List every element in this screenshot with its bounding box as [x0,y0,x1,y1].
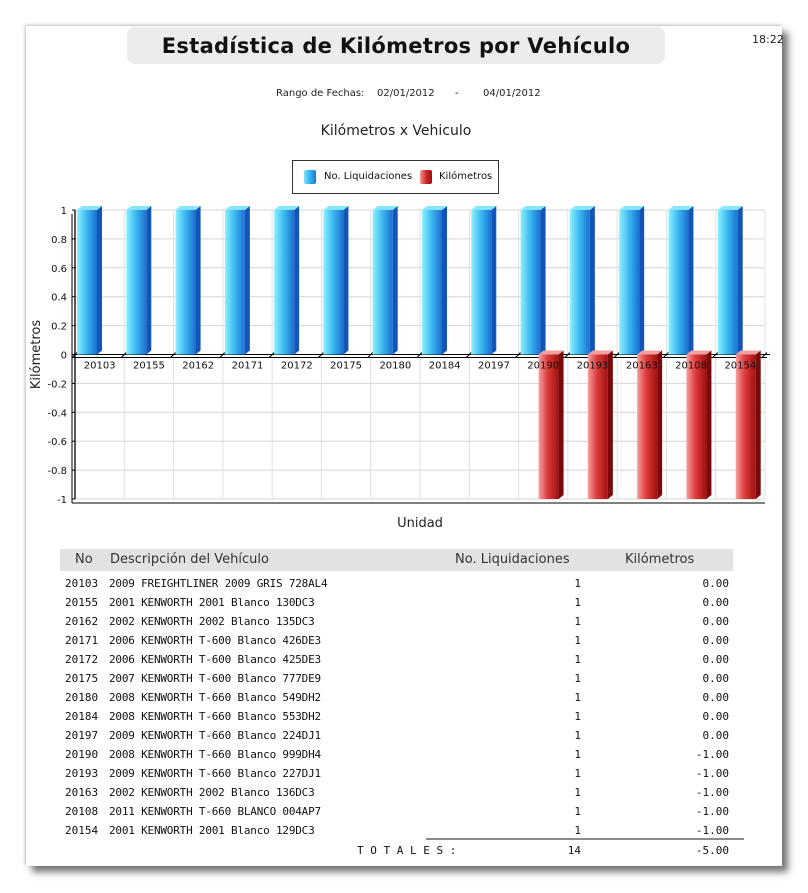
cell-no: 20193 [65,767,99,780]
bar-side [657,351,662,500]
cell-km: -1.00 [695,767,729,780]
cell-liq: 1 [574,691,581,704]
table-row [60,670,733,689]
bar-side [590,206,595,355]
cell-liq: 1 [574,577,581,590]
bar-liquidaciones [274,206,299,355]
cell-desc: 2006 KENWORTH T-600 Blanco 425DE3 [109,653,321,666]
bar-side [688,206,693,355]
table-row [60,784,733,803]
bar-kilometros [588,351,613,500]
cell-km: 0.00 [702,691,729,704]
y-tick-label: -0.8 [47,466,67,478]
table-row [60,803,733,822]
bar-side [393,206,398,355]
x-tick-label: 20172 [280,360,313,372]
cell-no: 20163 [65,786,99,799]
cell-liq: 1 [574,634,581,647]
bar-face [274,210,294,355]
cell-desc: 2002 KENWORTH 2002 Blanco 135DC3 [109,615,315,628]
cell-km: -1.00 [695,786,729,799]
bar-side [738,206,743,355]
bar-face [126,210,146,355]
cell-liq: 1 [574,615,581,628]
x-tick-label: 20171 [231,360,264,372]
x-tick-label: 20180 [379,360,412,372]
cell-liq: 1 [574,805,581,818]
cell-desc: 2007 KENWORTH T-600 Blanco 777DE9 [109,672,321,685]
bar-face [323,210,343,355]
bar-liquidaciones [422,206,447,355]
cell-liq: 1 [574,710,581,723]
date-to: 04/01/2012 [483,88,541,99]
cell-liq: 1 [574,748,581,761]
y-tick-label: -0.6 [47,437,67,449]
cell-desc: 2001 KENWORTH 2001 Blanco 130DC3 [109,596,315,609]
chart-legend [292,160,499,194]
cell-no: 20197 [65,729,99,742]
report-title: Estadística de Kilómetros por Vehículo [161,33,631,58]
y-tick-label: 0.4 [51,292,67,304]
bar-side [491,206,496,355]
y-axis-title: Kilómetros [29,319,44,390]
bar-side [706,351,711,500]
x-tick-label: 20175 [330,360,362,372]
totals-km: -5.00 [695,844,729,857]
bar-kilometros [686,351,711,500]
cell-km: -1.00 [695,805,729,818]
cell-no: 20190 [65,748,99,761]
x-tick-label: 20154 [724,360,757,372]
date-separator: - [455,88,459,99]
col-header-liq: No. Liquidaciones [455,552,570,567]
table-row [60,594,733,613]
x-tick-label: 20108 [675,360,707,372]
cell-no: 20154 [65,824,99,837]
bar-face [736,355,756,500]
table-row [60,727,733,746]
bar-face [471,210,491,355]
y-tick-label: -0.2 [47,379,67,391]
col-header-km: Kilómetros [625,552,695,567]
table-row [60,575,733,594]
x-tick-label: 20184 [428,360,461,372]
cell-km: 0.00 [702,634,729,647]
x-tick-label: 20193 [576,360,609,372]
legend-label-liquidaciones: No. Liquidaciones [324,171,413,182]
cell-desc: 2008 KENWORTH T-660 Blanco 549DH2 [109,691,321,704]
cell-no: 20155 [65,596,99,609]
bar-face [176,210,196,355]
bar-liquidaciones [718,206,743,355]
cell-km: 0.00 [702,729,729,742]
clock-time: 18:22 [752,33,784,46]
bar-side [343,206,348,355]
bar-liquidaciones [126,206,151,355]
cell-liq: 1 [574,672,581,685]
y-tick-label: -0.4 [47,408,67,420]
y-tick-label: 1 [60,206,67,217]
table-row [60,746,733,765]
bar-face [539,355,559,500]
cell-desc: 2009 KENWORTH T-660 Blanco 224DJ1 [109,729,321,742]
bar-side [559,351,564,500]
bar-liquidaciones [619,206,644,355]
table-row [60,632,733,651]
cell-liq: 1 [574,596,581,609]
table-header [60,549,733,571]
bar-face [619,210,639,355]
cell-liq: 1 [574,786,581,799]
bar-face [373,210,393,355]
cell-km: 0.00 [702,577,729,590]
bar-liquidaciones [471,206,496,355]
x-axis-title: Unidad [397,516,443,531]
cell-no: 20162 [65,615,99,628]
cell-desc: 2008 KENWORTH T-660 Blanco 999DH4 [109,748,321,761]
cell-no: 20103 [65,577,99,590]
date-range-label: Rango de Fechas: [276,88,365,99]
bar-side [756,351,761,500]
cell-km: 0.00 [702,710,729,723]
cell-no: 20184 [65,710,99,723]
bar-kilometros [736,351,761,500]
cell-desc: 2002 KENWORTH 2002 Blanco 136DC3 [109,786,315,799]
y-tick-label: 0.6 [51,263,67,275]
table-row [60,765,733,784]
cell-liq: 1 [574,653,581,666]
cell-km: 0.00 [702,615,729,628]
cell-no: 20108 [65,805,99,818]
bar-side [639,206,644,355]
cell-desc: 2001 KENWORTH 2001 Blanco 129DC3 [109,824,315,837]
totals-label: T O T A L E S : [357,844,457,857]
report-page [26,26,782,866]
bar-face [422,210,442,355]
chart-title: Kilómetros x Vehiculo [320,123,472,139]
bar-kilometros [637,351,662,500]
bar-liquidaciones [570,206,595,355]
bar-side [146,206,151,355]
cell-no: 20172 [65,653,99,666]
bar-face [225,210,245,355]
bar-face [637,355,657,500]
bar-liquidaciones [77,206,102,355]
col-header-no: No [75,552,93,567]
bar-side [245,206,250,355]
bar-face [718,210,738,355]
cell-no: 20175 [65,672,99,685]
bar-side [541,206,546,355]
bar-side [294,206,299,355]
x-tick-label: 20197 [478,360,510,372]
totals-row [60,843,733,861]
bar-chart [26,196,782,536]
y-tick-label: 0.2 [51,321,67,333]
legend-label-kilometros: Kilómetros [439,171,493,182]
bar-side [196,206,201,355]
bar-face [521,210,541,355]
report-title-box [127,27,665,64]
x-tick-label: 20190 [527,360,560,372]
x-tick-label: 20103 [83,360,116,372]
cell-desc: 2008 KENWORTH T-660 Blanco 553DH2 [109,710,321,723]
date-from: 02/01/2012 [377,88,435,99]
cell-liq: 1 [574,729,581,742]
cell-desc: 2009 FREIGHTLINER 2009 GRIS 728AL4 [109,577,328,590]
bar-liquidaciones [176,206,201,355]
bar-liquidaciones [225,206,250,355]
bar-face [77,210,97,355]
table-row [60,689,733,708]
cell-km: 0.00 [702,672,729,685]
cell-desc: 2011 KENWORTH T-660 BLANCO 004AP7 [109,805,321,818]
bar-side [608,351,613,500]
cell-desc: 2006 KENWORTH T-600 Blanco 426DE3 [109,634,321,647]
bar-face [588,355,608,500]
bar-side [97,206,102,355]
y-tick-label: -1 [57,495,67,506]
cell-km: -1.00 [695,748,729,761]
bar-liquidaciones [323,206,348,355]
bar-liquidaciones [521,206,546,355]
cell-no: 20171 [65,634,99,647]
cell-liq: 1 [574,824,581,837]
y-tick-label: 0 [60,350,67,362]
legend-swatch-kilometros [420,170,432,184]
table-row [60,651,733,670]
cell-km: -1.00 [695,824,729,837]
cell-km: 0.00 [702,596,729,609]
y-tick-label: 0.8 [51,234,67,246]
legend-swatch-liquidaciones [304,170,316,184]
cell-desc: 2009 KENWORTH T-660 Blanco 227DJ1 [109,767,321,780]
cell-km: 0.00 [702,653,729,666]
table-row [60,613,733,632]
bar-side [442,206,447,355]
table-row [60,708,733,727]
totals-liq: 14 [567,844,581,857]
x-tick-label: 20155 [133,360,165,372]
bar-face [570,210,590,355]
col-header-desc: Descripción del Vehículo [110,552,269,567]
cell-liq: 1 [574,767,581,780]
totals-divider [426,838,744,840]
bar-kilometros [539,351,564,500]
bar-face [668,210,688,355]
bar-liquidaciones [668,206,693,355]
bar-face [686,355,706,500]
x-tick-label: 20162 [182,360,215,372]
cell-no: 20180 [65,691,99,704]
x-tick-label: 20163 [625,360,658,372]
bar-liquidaciones [373,206,398,355]
